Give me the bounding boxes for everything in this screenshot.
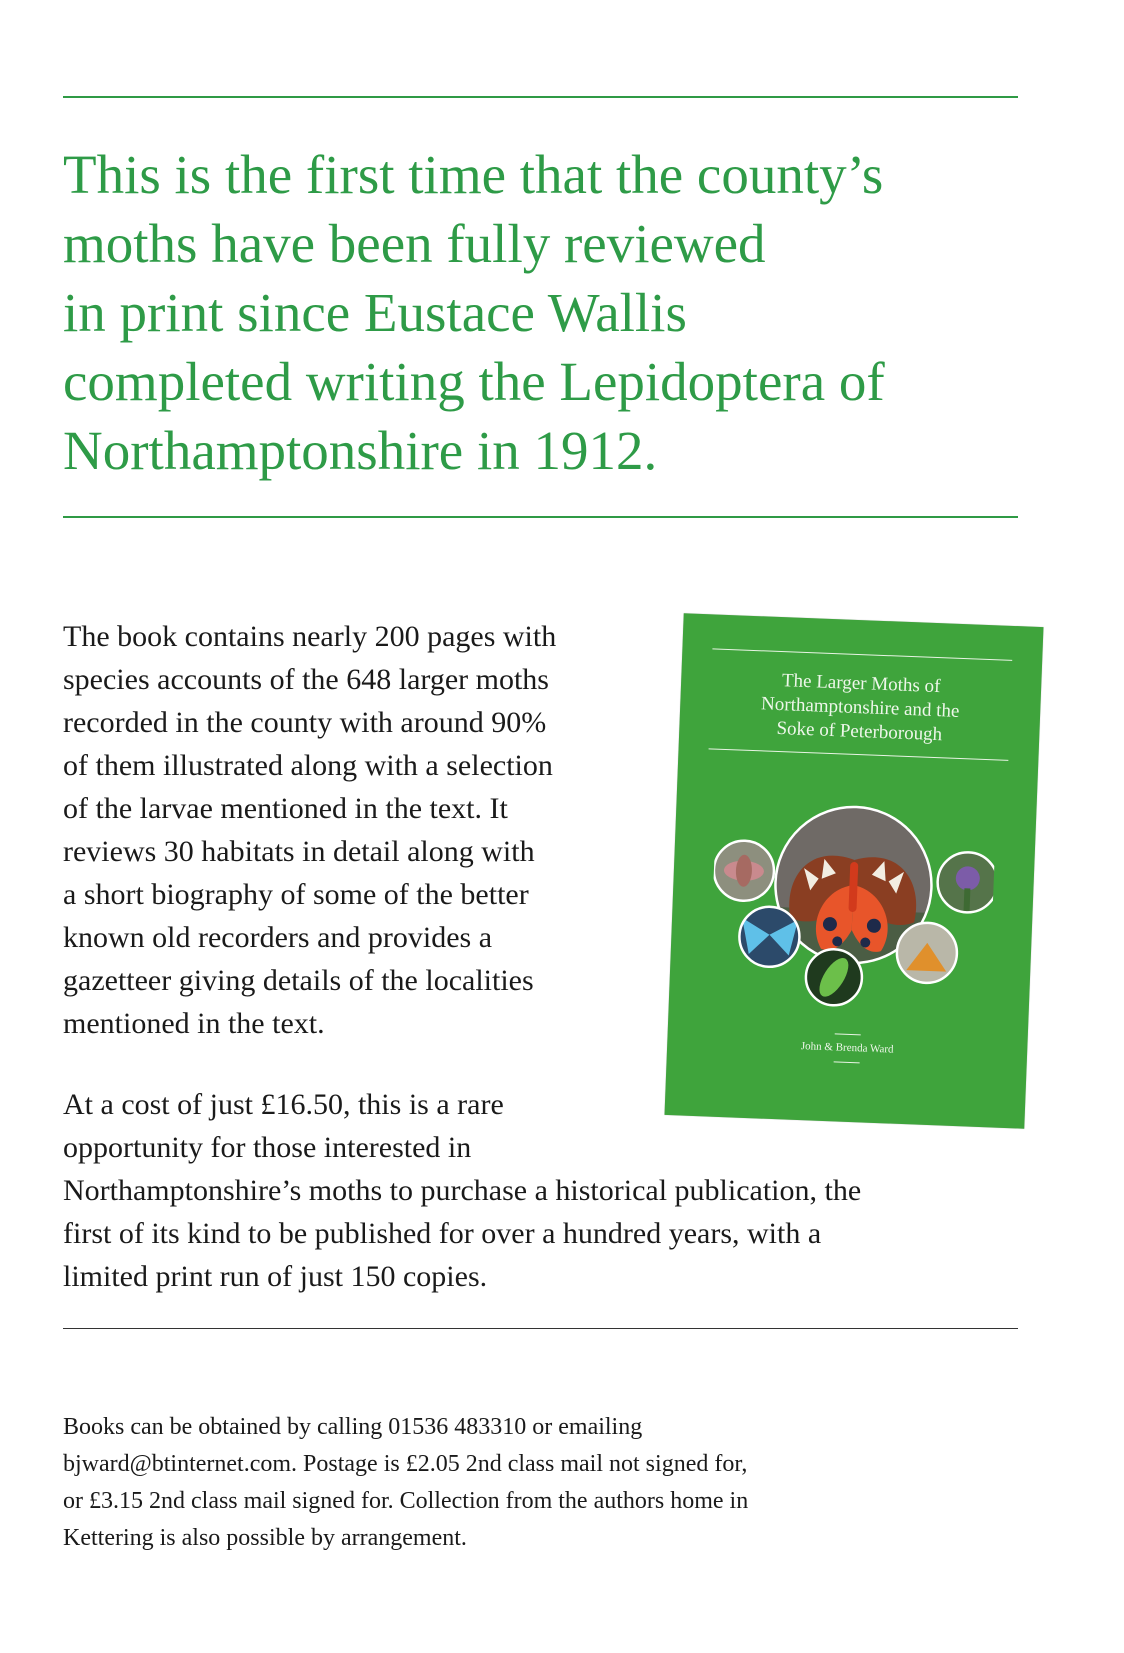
cover-title-line: The Larger Moths of bbox=[781, 670, 941, 698]
paragraph-line: Northamptonshire’s moths to purchase a historical publication, the bbox=[63, 1174, 862, 1207]
moth-photo-collage bbox=[709, 785, 997, 1016]
headline bbox=[63, 140, 1053, 485]
paragraph-line: gazetteer giving details of the localities bbox=[63, 964, 534, 997]
cover-title-line: Northamptonshire and the bbox=[760, 693, 960, 722]
paragraph-line: known old recorders and provides a bbox=[63, 921, 493, 954]
headline-line: This is the first time that the county’s bbox=[63, 144, 884, 205]
contact-line: Kettering is also possible by arrangement. bbox=[63, 1525, 467, 1551]
headline-bottom-rule bbox=[63, 516, 1018, 518]
contact-line: bjward@btinternet.com. Postage is £2.05 2nd class mail not signed for, bbox=[63, 1451, 748, 1477]
paragraph-line: species accounts of the 648 larger moths bbox=[63, 663, 549, 696]
paragraph-line: of the larvae mentioned in the text. It bbox=[63, 792, 508, 825]
cover-tick bbox=[834, 1061, 860, 1063]
paragraph-line: mentioned in the text. bbox=[63, 1007, 325, 1040]
description-paragraph bbox=[63, 615, 673, 1045]
cover-title-line: Soke of Peterborough bbox=[776, 717, 943, 746]
paragraph-line: opportunity for those interested in bbox=[63, 1131, 472, 1164]
contact-line: Books can be obtained by calling 01536 483310 or emailing bbox=[63, 1414, 643, 1440]
paragraph-line: first of its kind to be published for over a hundred years, with a bbox=[63, 1217, 822, 1250]
cover-top-rule bbox=[712, 648, 1012, 661]
paragraph-line: a short biography of some of the better bbox=[63, 878, 529, 911]
contact-line: or £3.15 2nd class mail signed for. Collection from the authors home in bbox=[63, 1488, 749, 1514]
top-rule bbox=[63, 96, 1018, 98]
paragraph-line: At a cost of just £16.50, this is a rare bbox=[63, 1088, 504, 1121]
cover-tick bbox=[835, 1033, 861, 1035]
paragraph-line: of them illustrated along with a selection bbox=[63, 749, 553, 782]
headline-line: moths have been fully reviewed bbox=[63, 213, 766, 274]
paragraph-line: limited print run of just 150 copies. bbox=[63, 1260, 488, 1293]
headline-line: in print since Eustace Wallis bbox=[63, 282, 687, 343]
price-paragraph bbox=[63, 1083, 1053, 1298]
paragraph-line: reviews 30 habitats in detail along with bbox=[63, 835, 535, 868]
headline-line: completed writing the Lepidoptera of bbox=[63, 351, 885, 412]
contact-rule bbox=[63, 1328, 1018, 1329]
cover-author: John & Brenda Ward bbox=[800, 1040, 894, 1056]
paragraph-line: recorded in the county with around 90% bbox=[63, 706, 547, 739]
paragraph-line: The book contains nearly 200 pages with bbox=[63, 620, 557, 653]
book-cover-image bbox=[664, 613, 1043, 1128]
cover-bottom-rule bbox=[709, 748, 1009, 761]
headline-line: Northamptonshire in 1912. bbox=[63, 420, 658, 481]
cover-title bbox=[679, 665, 1041, 751]
contact-info bbox=[63, 1409, 1053, 1557]
